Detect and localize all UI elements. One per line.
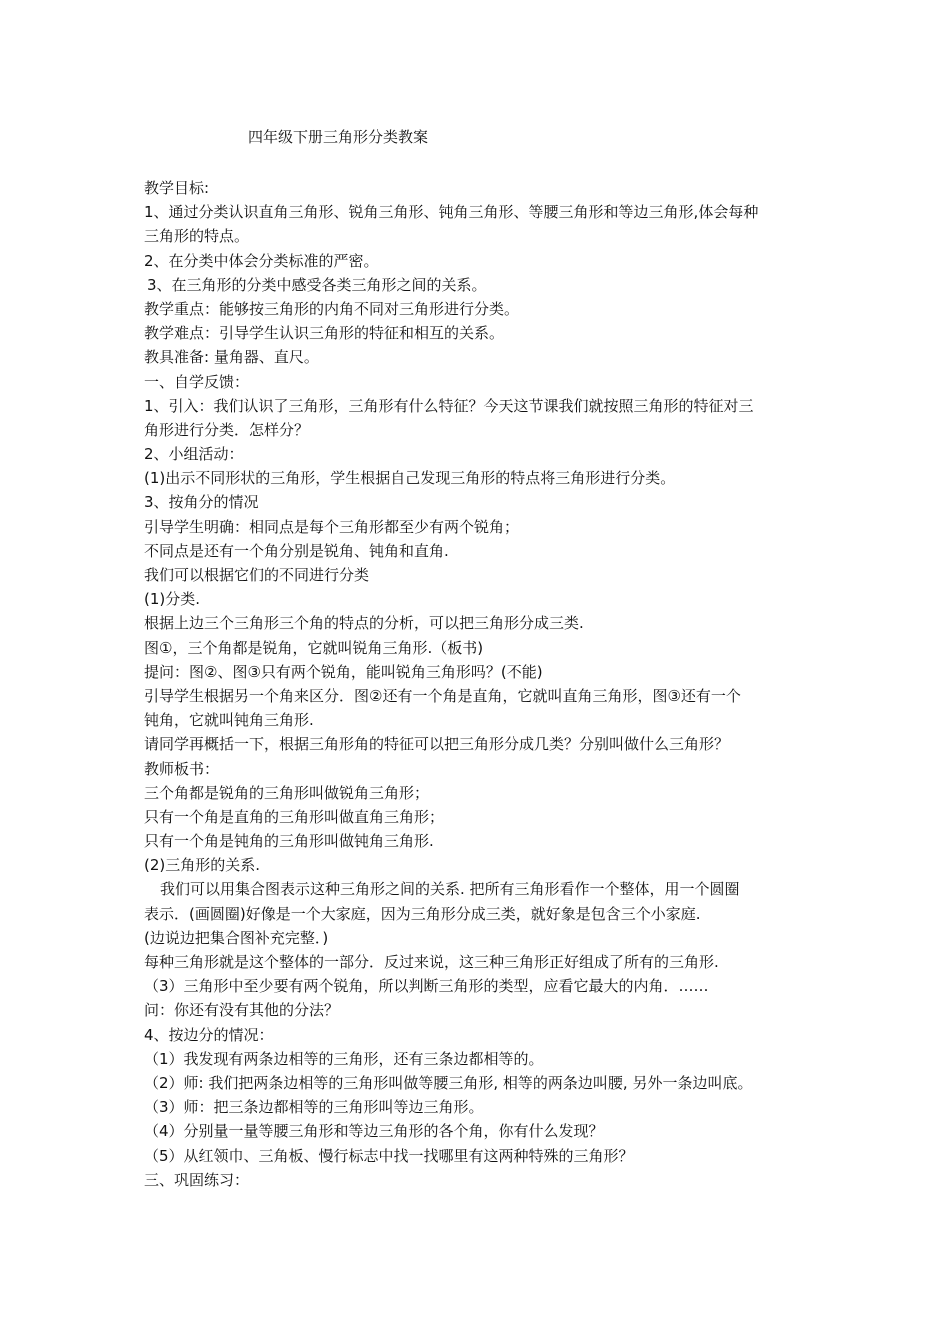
- text-line: （3）师：把三条边都相等的三角形叫等边三角形。: [144, 1098, 484, 1117]
- text-line: 一、自学反馈：: [144, 372, 250, 391]
- text-line: 三角形的特点。: [144, 227, 250, 246]
- text-line: (1)出示不同形状的三角形，学生根据自己发现三角形的特点将三角形进行分类。: [144, 469, 676, 488]
- text-line: 钝角，它就叫钝角三角形.: [144, 711, 314, 730]
- text-line: 请同学再概括一下，根据三角形角的特征可以把三角形分成几类？分别叫做什么三角形？: [144, 735, 730, 754]
- text-line: 引导学生根据另一个角来区分．图②还有一个角是直角，它就叫直角三角形，图③还有一个: [144, 686, 741, 705]
- text-line: （5）从红领巾、三角板、慢行标志中找一找哪里有这两种特殊的三角形？: [144, 1146, 634, 1165]
- text-line: 教具准备: 量角器、直尺。: [144, 348, 319, 367]
- text-line: (边说边把集合图补充完整．): [144, 928, 329, 947]
- text-line: 角形进行分类．怎样分？: [144, 420, 310, 439]
- text-line: 教学目标:: [144, 179, 210, 197]
- text-line: 3、按角分的情况: [144, 493, 259, 512]
- document-body: [144, 176, 816, 1192]
- text-line: 三个角都是锐角的三角形叫做锐角三角形；: [144, 783, 430, 802]
- text-line: 教学重点：能够按三角形的内角不同对三角形进行分类。: [144, 299, 520, 318]
- text-line: 每种三角形就是这个整体的一部分．反过来说，这三种三角形正好组成了所有的三角形.: [144, 953, 719, 971]
- text-line: (2)三角形的关系.: [144, 856, 261, 875]
- text-line: （3）三角形中至少要有两个锐角，所以判断三角形的类型，应看它最大的内角．……: [144, 977, 709, 996]
- text-line: 我们可以用集合图表示这种三角形之间的关系. 把所有三角形看作一个整体，用一个圆圈: [160, 880, 740, 899]
- text-line: 4、按边分的情况：: [144, 1025, 274, 1044]
- text-line: 提问：图②、图③只有两个锐角，能叫锐角三角形吗？(不能): [144, 662, 543, 681]
- text-line: 1、通过分类认识直角三角形、锐角三角形、钝角三角形、等腰三角形和等边三角形,体会每种: [144, 203, 759, 222]
- text-line: 引导学生明确：相同点是每个三角形都至少有两个锐角；: [144, 517, 520, 536]
- text-line: 图①，三个角都是锐角，它就叫锐角三角形.（板书): [144, 638, 484, 657]
- text-line: 教师板书：: [144, 759, 220, 778]
- text-line: 只有一个角是直角的三角形叫做直角三角形；: [144, 807, 445, 826]
- text-line: 不同点是还有一个角分别是锐角、钝角和直角.: [144, 541, 449, 560]
- text-line: 3、在三角形的分类中感受各类三角形之间的关系。: [147, 275, 487, 294]
- text-line: 教学难点：引导学生认识三角形的特征和相互的关系。: [144, 324, 505, 343]
- text-line: 三、巩固练习：: [144, 1170, 250, 1189]
- text-line: 问：你还有没有其他的分法？: [144, 1001, 340, 1020]
- text-line: 2、小组活动：: [144, 445, 244, 464]
- text-line: (1)分类.: [144, 590, 201, 609]
- text-line: 我们可以根据它们的不同进行分类: [144, 566, 370, 584]
- text-line: 只有一个角是钝角的三角形叫做钝角三角形.: [144, 832, 434, 851]
- text-line: 1、引入：我们认识了三角形，三角形有什么特征？今天这节课我们就按照三角形的特征对三: [144, 396, 754, 415]
- text-line: （2）师: 我们把两条边相等的三角形叫做等腰三角形, 相等的两条边叫腰, 另外一条边叫底。: [144, 1073, 753, 1092]
- document-title: 四年级下册三角形分类教案: [248, 128, 429, 146]
- text-line: 根据上边三个三角形三个角的特点的分析，可以把三角形分成三类.: [144, 614, 584, 633]
- text-line: （4）分别量一量等腰三角形和等边三角形的各个角，你有什么发现？: [144, 1122, 604, 1141]
- text-line: （1）我发现有两条边相等的三角形，还有三条边都相等的。: [144, 1049, 544, 1068]
- text-line: 表示．(画圆圈)好像是一个大家庭，因为三角形分成三类，就好象是包含三个小家庭.: [144, 904, 701, 923]
- text-line: 2、在分类中体会分类标准的严密。: [144, 251, 379, 270]
